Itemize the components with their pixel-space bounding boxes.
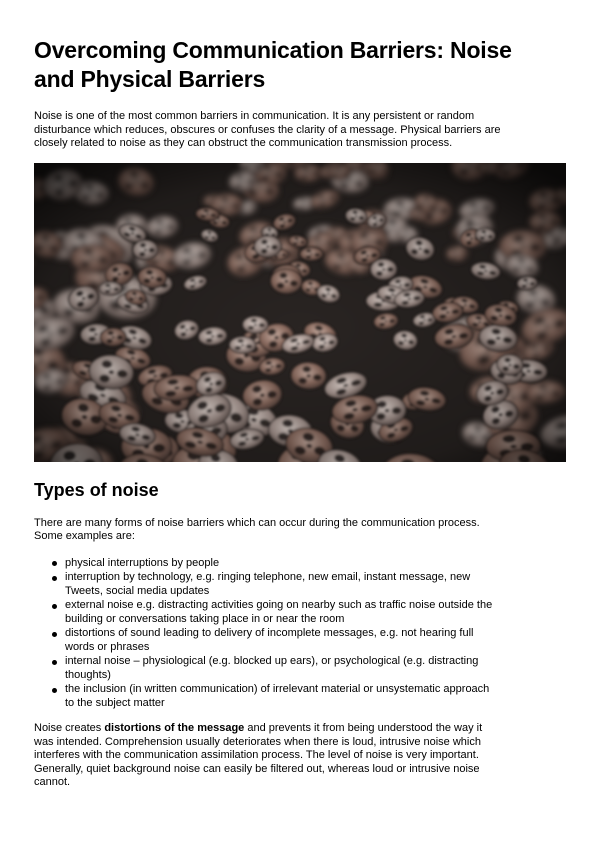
noise-examples-list bbox=[34, 557, 495, 711]
list-item: the inclusion (in written communication) of irrelevant material or unsystematic approach to the subject matter bbox=[65, 683, 495, 710]
list-item: distortions of sound leading to delivery of incomplete messages, e.g. not hearing full words or phrases bbox=[65, 627, 495, 654]
section-intro: There are many forms of noise barriers which can occur during the communication process. Some examples are: bbox=[34, 516, 480, 542]
film-reels-photo bbox=[34, 163, 566, 462]
page-title: Overcoming Communication Barriers: Noise and Physical Barriers bbox=[34, 37, 512, 92]
intro-paragraph: Noise is one of the most common barriers in communication. It is any persistent or random disturbance which reduces, obscures or confuses the clarity of a message. Physical barriers are closely related to noise as they can obstruct the communication transmission process. bbox=[34, 110, 501, 149]
film-reels-image bbox=[34, 163, 566, 462]
closing-text-end: and prevents it from being understood the way it was intended. Comprehension usually deteriorates when there is loud, intrusive noise which interferes with the communication assimilation process. The level of noise is very important. Generally, quiet background noise can easily be filtered out, whereas loud or intrusive noise cannot. bbox=[34, 722, 483, 788]
closing-paragraph bbox=[34, 722, 484, 790]
section-heading: Types of noise bbox=[34, 479, 159, 500]
list-item: interruption by technology, e.g. ringing telephone, new email, instant message, new Tweets, social media updates bbox=[65, 571, 495, 598]
list-item: physical interruptions by people bbox=[65, 557, 495, 571]
list-item: internal noise – physiological (e.g. blocked up ears), or psychological (e.g. distracting thoughts) bbox=[65, 655, 495, 682]
list-item: external noise e.g. distracting activities going on nearby such as traffic noise outside the building or conversations taking place in or near the room bbox=[65, 599, 495, 626]
closing-text-start: Noise creates bbox=[34, 722, 105, 734]
closing-emphasis: distortions of the message bbox=[104, 722, 245, 734]
document-page bbox=[34, 36, 566, 790]
